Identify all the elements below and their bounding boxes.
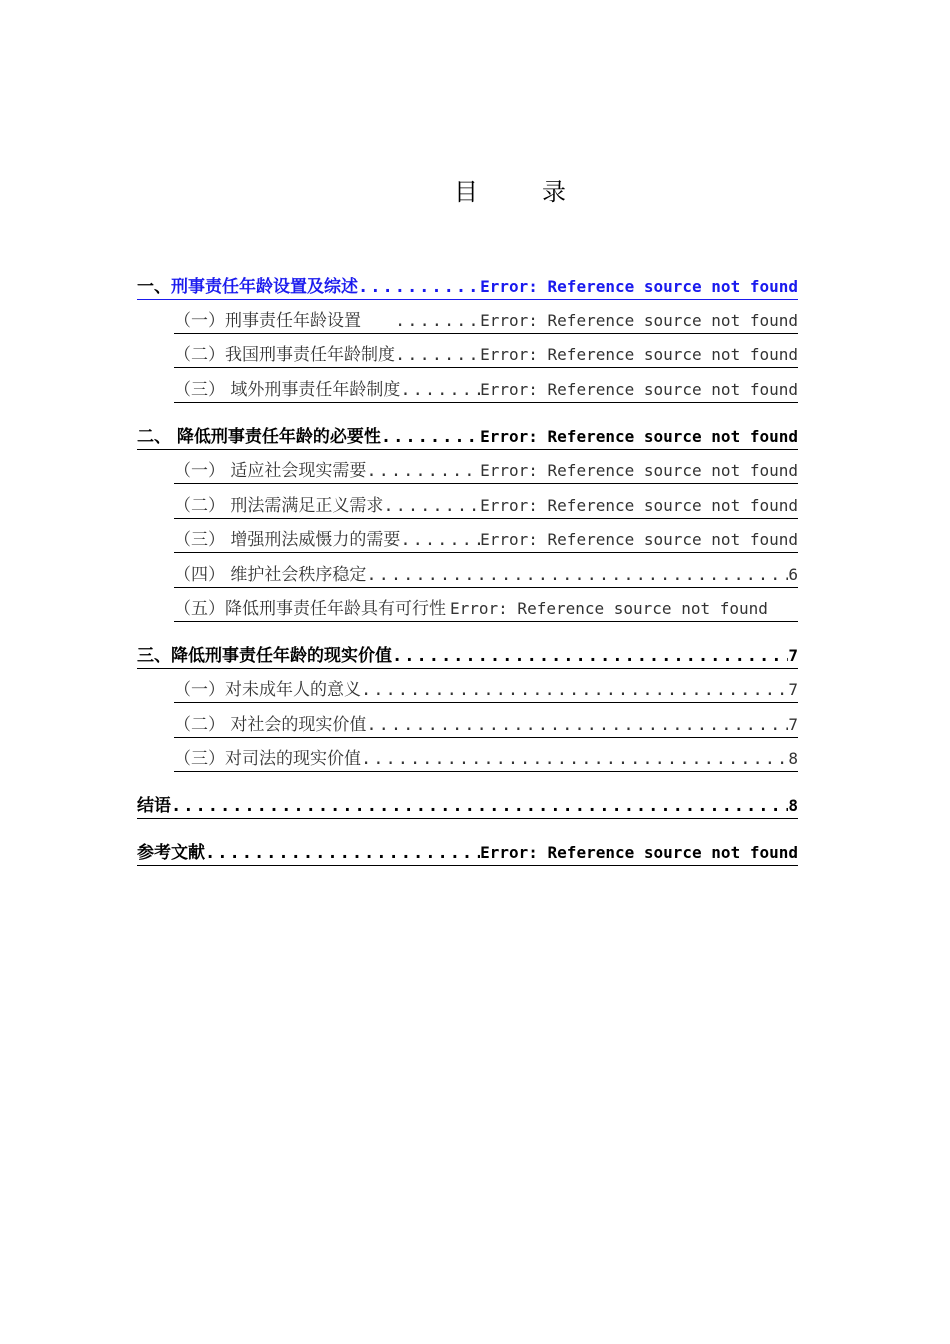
- toc-dot-leader: [400, 528, 480, 552]
- toc-entry-label: 二、 降低刑事责任年龄的必要性: [137, 427, 381, 447]
- toc-entry-3-3[interactable]: [174, 747, 798, 772]
- toc-entry-2-5[interactable]: [174, 597, 798, 622]
- page-title: 目 录: [454, 178, 586, 206]
- toc-dot-leader: [383, 494, 480, 518]
- toc-entry-label: （二） 对社会的现实价值: [174, 715, 367, 735]
- toc-entry-2-2[interactable]: [174, 494, 798, 519]
- toc-entry-section-1[interactable]: [137, 275, 798, 300]
- toc-entry-page: 8: [788, 796, 798, 815]
- toc-entry-label: 参考文献: [137, 843, 205, 863]
- toc-dot-leader: [205, 841, 480, 865]
- toc-entry-page: Error: Reference source not found: [480, 843, 798, 862]
- toc-entry-1-1[interactable]: [174, 309, 798, 334]
- toc-entry-label: （二）我国刑事责任年龄制度: [174, 345, 395, 365]
- toc-dot-leader: [361, 747, 788, 771]
- toc-entry-3-1[interactable]: [174, 678, 798, 703]
- toc-entry-label: 三、降低刑事责任年龄的现实价值: [137, 646, 392, 666]
- toc-entry-page: 7: [788, 680, 798, 699]
- toc-entry-page: Error: Reference source not found: [480, 496, 798, 515]
- toc-dot-leader: [400, 378, 480, 402]
- toc-entry-2-1[interactable]: [174, 459, 798, 484]
- toc-entry-page: Error: Reference source not found: [480, 461, 798, 480]
- toc-entry-label: （三） 域外刑事责任年龄制度: [174, 380, 401, 400]
- toc-entry-2-3[interactable]: [174, 528, 798, 553]
- toc-entry-section-3[interactable]: [137, 644, 798, 669]
- toc-entry-page: Error: Reference source not found: [480, 311, 798, 330]
- toc-entry-label: 结语: [137, 796, 171, 816]
- toc-entry-2-4[interactable]: [174, 563, 798, 588]
- toc-entry-page: 6: [788, 565, 798, 584]
- toc-entry-label: （四） 维护社会秩序稳定: [174, 565, 367, 585]
- toc-entry-page: Error: Reference source not found: [450, 599, 768, 618]
- toc-entry-references[interactable]: [137, 841, 798, 866]
- toc-entry-1-2[interactable]: [174, 343, 798, 368]
- toc-dot-leader: [381, 425, 480, 449]
- toc-entry-page: Error: Reference source not found: [480, 380, 798, 399]
- toc-entry-label: （三）对司法的现实价值: [174, 749, 361, 769]
- toc-dot-leader: [171, 794, 788, 818]
- toc-entry-page: 7: [788, 715, 798, 734]
- toc-dot-leader: [366, 713, 788, 737]
- toc-dot-leader: [361, 678, 788, 702]
- toc-entry-page: Error: Reference source not found: [480, 530, 798, 549]
- toc-dot-leader: [392, 644, 788, 668]
- toc-entry-3-2[interactable]: [174, 713, 798, 738]
- toc-entry-label: （一）刑事责任年龄设置: [174, 311, 395, 331]
- toc-dot-leader: [358, 275, 480, 299]
- toc-dot-leader: [366, 563, 788, 587]
- toc-entry-page: Error: Reference source not found: [480, 345, 798, 364]
- toc-entry-number: 一、: [137, 277, 171, 297]
- toc-entry-label: （一） 适应社会现实需要: [174, 461, 367, 481]
- toc-entry-page: Error: Reference source not found: [480, 277, 798, 296]
- toc-dot-leader: [395, 309, 480, 333]
- toc-dot-leader: [366, 459, 480, 483]
- toc-entry-page: 7: [788, 646, 798, 665]
- toc-entry-label: （三） 增强刑法威慑力的需要: [174, 530, 401, 550]
- toc-entry-section-2[interactable]: [137, 425, 798, 450]
- toc-entry-label: （二） 刑法需满足正义需求: [174, 496, 384, 516]
- toc-entry-1-3[interactable]: [174, 378, 798, 403]
- toc-entry-label: （五）降低刑事责任年龄具有可行性: [174, 599, 446, 619]
- toc-entry-label: （一）对未成年人的意义: [174, 680, 361, 700]
- toc-entry-page: 8: [788, 749, 798, 768]
- toc-entry-page: Error: Reference source not found: [480, 427, 798, 446]
- toc-entry-conclusion[interactable]: [137, 794, 798, 819]
- toc-dot-leader: [395, 343, 480, 367]
- toc-entry-label: 刑事责任年龄设置及综述: [171, 277, 358, 297]
